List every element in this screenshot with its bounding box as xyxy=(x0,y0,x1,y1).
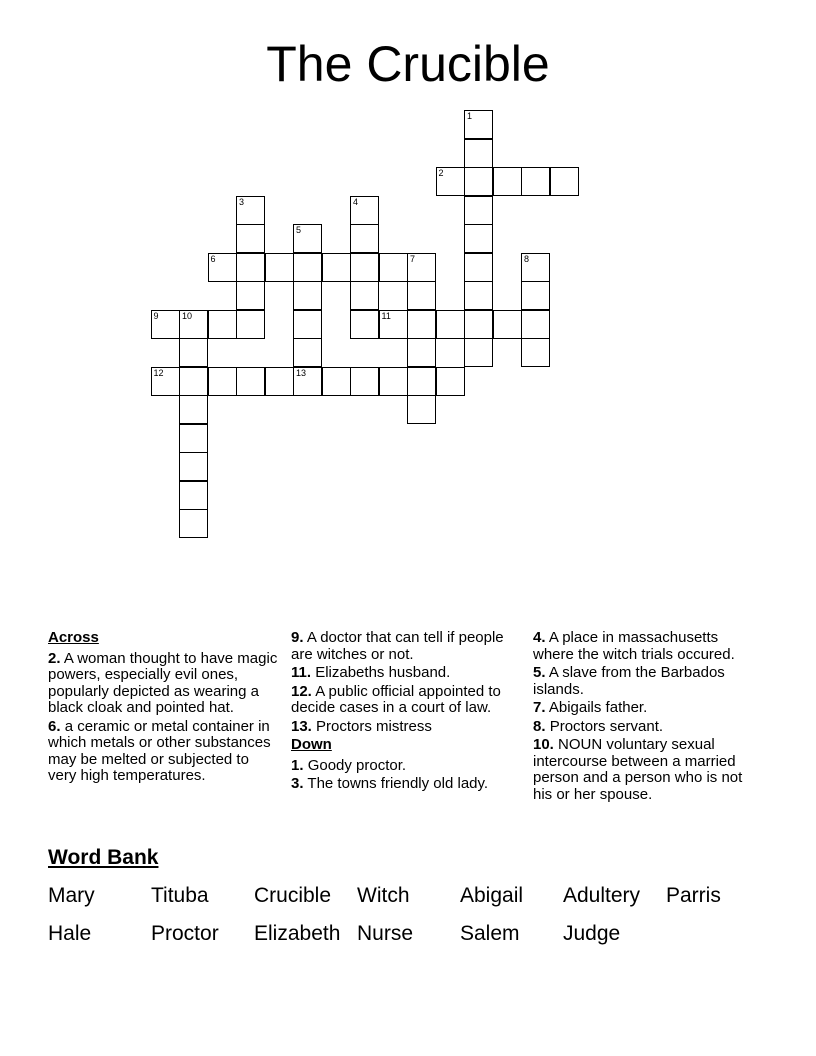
clue-number-label: 9 xyxy=(153,310,159,321)
clue-number-label: 2 xyxy=(438,168,444,178)
clue-down-4 xyxy=(533,630,763,663)
crossword-cell[interactable] xyxy=(350,367,379,396)
clue-column-2 xyxy=(291,630,521,795)
clue-down-5 xyxy=(533,665,763,698)
crossword-cell[interactable] xyxy=(350,224,379,253)
clue-number-label: 5 xyxy=(296,225,302,235)
crossword-cell[interactable] xyxy=(379,367,408,396)
clue-text: A public official appointed to decide cases in a court of law. xyxy=(291,682,501,716)
clue-number: 7. xyxy=(533,699,546,716)
crossword-cell[interactable] xyxy=(293,367,322,396)
clue-text: A place in massachusetts where the witch trials occured. xyxy=(533,629,735,663)
crossword-cell[interactable] xyxy=(521,310,550,339)
crossword-cell[interactable] xyxy=(208,310,237,339)
crossword-cell[interactable] xyxy=(208,253,237,282)
crossword-cell[interactable] xyxy=(293,253,322,282)
clue-number: 6. xyxy=(48,717,61,735)
clue-number-label: 6 xyxy=(210,253,216,264)
clue-text: A doctor that can tell if people are witches or not. xyxy=(291,629,504,663)
crossword-cell[interactable] xyxy=(179,310,208,339)
crossword-cell[interactable] xyxy=(407,281,436,310)
clue-number-label: 10 xyxy=(182,310,193,321)
clue-number: 2. xyxy=(48,649,61,667)
clue-number-label: 12 xyxy=(153,367,164,378)
crossword-cell[interactable] xyxy=(322,367,351,396)
crossword-cell[interactable] xyxy=(464,139,493,168)
clue-number: 10. xyxy=(533,736,554,753)
crossword-cell[interactable] xyxy=(521,167,550,196)
crossword-cell[interactable] xyxy=(293,310,322,339)
crossword-cell[interactable] xyxy=(179,509,208,538)
word-bank-item: Nurse xyxy=(357,922,414,945)
clue-across-12 xyxy=(291,684,521,717)
clue-text: Goody proctor. xyxy=(307,756,407,774)
word-bank-item: Judge xyxy=(563,922,621,945)
crossword-cell[interactable] xyxy=(407,253,436,282)
crossword-cell[interactable] xyxy=(151,310,180,339)
crossword-cell[interactable] xyxy=(464,196,493,225)
word-bank-item: Adultery xyxy=(563,884,641,907)
crossword-cell[interactable] xyxy=(436,367,465,396)
crossword-cell[interactable] xyxy=(236,196,265,225)
clue-number: 8. xyxy=(533,717,546,735)
word-bank-item: Witch xyxy=(357,884,410,907)
crossword-cell[interactable] xyxy=(407,310,436,339)
clue-down-3 xyxy=(291,776,521,793)
crossword-cell[interactable] xyxy=(464,224,493,253)
clue-number-label: 11 xyxy=(381,310,391,321)
clue-number-label: 7 xyxy=(410,253,416,264)
crossword-cell[interactable] xyxy=(265,367,294,396)
crossword-cell[interactable] xyxy=(521,253,550,282)
word-bank-item: Parris xyxy=(666,884,721,907)
crossword-cell[interactable] xyxy=(350,310,379,339)
crossword-cell[interactable] xyxy=(236,224,265,253)
clue-across-2 xyxy=(48,651,278,717)
clue-text: NOUN voluntary sexual intercourse between a married person and a person who is not his or her spouse. xyxy=(533,736,743,803)
word-bank-item: Elizabeth xyxy=(254,922,341,945)
page-title: The Crucible xyxy=(266,36,550,92)
crossword-cell[interactable] xyxy=(265,253,294,282)
clue-number: 3. xyxy=(291,775,304,792)
crossword-cell[interactable] xyxy=(379,253,408,282)
clue-number: 11. xyxy=(291,664,312,681)
clue-number-label: 1 xyxy=(467,111,473,121)
clue-down-7 xyxy=(533,700,763,717)
crossword-cell[interactable] xyxy=(493,167,522,196)
clue-across-11 xyxy=(291,665,521,682)
clue-number: 1. xyxy=(291,756,304,774)
clue-across-9 xyxy=(291,630,521,663)
crossword-cell[interactable] xyxy=(179,338,208,367)
down-header: Down xyxy=(291,736,332,753)
crossword-cell[interactable] xyxy=(521,338,550,367)
crossword-cell[interactable] xyxy=(407,395,436,424)
clue-number-label: 3 xyxy=(239,196,245,207)
crossword-cell[interactable] xyxy=(179,367,208,396)
crossword-cell[interactable] xyxy=(236,310,265,339)
word-bank-item: Abigail xyxy=(460,884,524,907)
clue-column-1 xyxy=(48,630,278,787)
clue-number-label: 4 xyxy=(353,196,359,207)
clue-column-3 xyxy=(533,630,763,805)
clue-text: Proctors mistress xyxy=(316,717,432,735)
crossword-cell[interactable] xyxy=(407,367,436,396)
clue-text: A woman thought to have magic powers, especially evil ones, popularly depicted as wearing a black cloak and pointed hat. xyxy=(48,649,278,716)
crossword-cell[interactable] xyxy=(407,338,436,367)
clue-down-8 xyxy=(533,719,763,736)
clue-number: 9. xyxy=(291,629,304,646)
word-bank-title: Word Bank xyxy=(48,846,159,869)
crossword-cell[interactable] xyxy=(436,167,465,196)
clue-number: 4. xyxy=(533,629,546,646)
crossword-cell[interactable] xyxy=(464,338,493,367)
clue-across-13 xyxy=(291,719,521,736)
clue-across-6 xyxy=(48,719,278,785)
crossword-cell[interactable] xyxy=(493,310,522,339)
word-bank-item: Tituba xyxy=(151,884,209,907)
clue-number: 12. xyxy=(291,682,312,700)
crossword-cell[interactable] xyxy=(350,196,379,225)
word-bank-item: Salem xyxy=(460,922,520,945)
clue-down-10 xyxy=(533,737,763,803)
crossword-cell[interactable] xyxy=(350,281,379,310)
crossword-cell[interactable] xyxy=(464,110,493,139)
clue-text: a ceramic or metal container in which metals or other substances may be melted or subjected to very high temperatures. xyxy=(48,717,271,784)
crossword-cell[interactable] xyxy=(179,452,208,481)
crossword-cell[interactable] xyxy=(208,367,237,396)
crossword-cell[interactable] xyxy=(179,481,208,510)
clue-number: 13. xyxy=(291,717,312,735)
clue-number-label: 13 xyxy=(296,367,307,378)
crossword-cell[interactable] xyxy=(322,253,351,282)
crossword-cell[interactable] xyxy=(464,281,493,310)
crossword-cell[interactable] xyxy=(236,253,265,282)
word-bank-item: Proctor xyxy=(151,922,219,945)
crossword-cell[interactable] xyxy=(350,253,379,282)
crossword-cell[interactable] xyxy=(293,338,322,367)
clue-down-1 xyxy=(291,758,521,775)
crossword-cell[interactable] xyxy=(293,281,322,310)
clue-text: A slave from the Barbados islands. xyxy=(533,664,725,698)
crossword-cell[interactable] xyxy=(379,310,408,339)
clue-text: Proctors servant. xyxy=(549,717,664,735)
crossword-cell[interactable] xyxy=(464,167,493,196)
clue-number-label: 8 xyxy=(524,253,530,264)
word-bank-item: Mary xyxy=(48,884,95,907)
clue-text: Elizabeths husband. xyxy=(315,664,451,681)
crossword-cell[interactable] xyxy=(293,224,322,253)
crossword-cell[interactable] xyxy=(151,367,180,396)
crossword-cell[interactable] xyxy=(436,310,465,339)
crossword-cell[interactable] xyxy=(179,395,208,424)
clue-number: 5. xyxy=(533,664,546,681)
clue-text: The towns friendly old lady. xyxy=(307,775,489,792)
word-bank-item: Crucible xyxy=(254,884,332,907)
clue-text: Abigails father. xyxy=(548,699,648,716)
crossword-cell[interactable] xyxy=(464,310,493,339)
crossword-cell[interactable] xyxy=(521,281,550,310)
crossword-cell[interactable] xyxy=(550,167,579,196)
word-bank-item: Hale xyxy=(48,922,92,945)
crossword-cell[interactable] xyxy=(179,424,208,453)
crossword-cell[interactable] xyxy=(236,281,265,310)
crossword-cell[interactable] xyxy=(464,253,493,282)
across-header: Across xyxy=(48,629,99,646)
crossword-cell[interactable] xyxy=(236,367,265,396)
